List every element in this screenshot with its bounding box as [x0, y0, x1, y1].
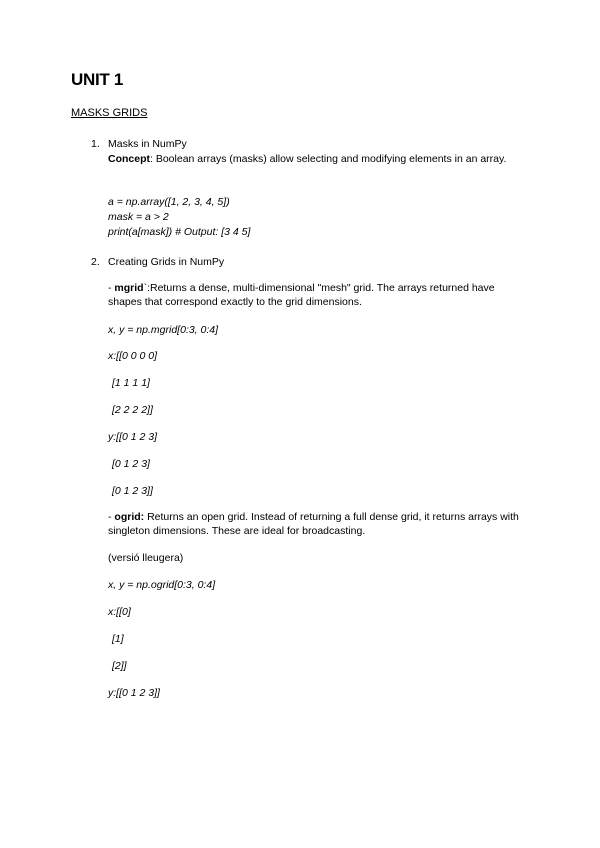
mgrid-prefix: - [108, 282, 115, 294]
page-title: UNIT 1 [71, 70, 124, 89]
ogrid-description [108, 510, 528, 538]
code-line: a = np.array([1, 2, 3, 4, 5]) [108, 196, 230, 208]
ogrid-prefix: - [108, 511, 115, 523]
mgrid-x-line: [1 1 1 1] [112, 377, 150, 389]
mgrid-y-line: y:[[0 1 2 3] [108, 431, 158, 443]
ogrid-call: x, y = np.ogrid[0:3, 0:4] [108, 579, 216, 591]
mgrid-y-line: [0 1 2 3]] [112, 485, 153, 497]
ogrid-x-line: x:[[0] [108, 606, 131, 618]
concept-label: Concept [108, 153, 150, 165]
list-number-1: 1. [91, 138, 100, 150]
list-number-2: 2. [91, 256, 100, 268]
ogrid-label: ogrid: [114, 511, 145, 523]
concept-text: : Boolean arrays (masks) allow selecting and modifying elements in an array. [150, 153, 507, 165]
ogrid-x-line: [1] [112, 633, 124, 645]
code-line: print(a[mask]) # Output: [3 4 5] [108, 226, 251, 238]
item-1-concept [108, 152, 518, 166]
ogrid-note: (versió lleugera) [108, 552, 184, 564]
mgrid-description [108, 281, 528, 309]
item-1-heading: Masks in NumPy [108, 138, 187, 150]
mgrid-text: :Returns a dense, multi-dimensional "mesh" grid. The arrays returned have shapes that correspond exactly to the grid dimensions. [108, 282, 495, 308]
code-line: mask = a > 2 [108, 211, 169, 223]
mgrid-suffix: ` [143, 282, 148, 294]
mgrid-call: x, y = np.mgrid[0:3, 0:4] [108, 324, 219, 336]
ogrid-x-line: [2]] [112, 660, 127, 672]
section-heading: MASKS GRIDS [71, 107, 148, 119]
mgrid-x-line: [2 2 2 2]] [112, 404, 153, 416]
mgrid-x-line: x:[[0 0 0 0] [108, 350, 158, 362]
ogrid-y-line: y:[[0 1 2 3]] [108, 687, 160, 699]
mgrid-y-line: [0 1 2 3] [112, 458, 150, 470]
mgrid-label: mgrid [114, 282, 144, 294]
item-2-heading: Creating Grids in NumPy [108, 256, 225, 268]
ogrid-text: Returns an open grid. Instead of returning a full dense grid, it returns arrays with singleton dimensions. These are ideal for broadcasting. [108, 511, 519, 537]
